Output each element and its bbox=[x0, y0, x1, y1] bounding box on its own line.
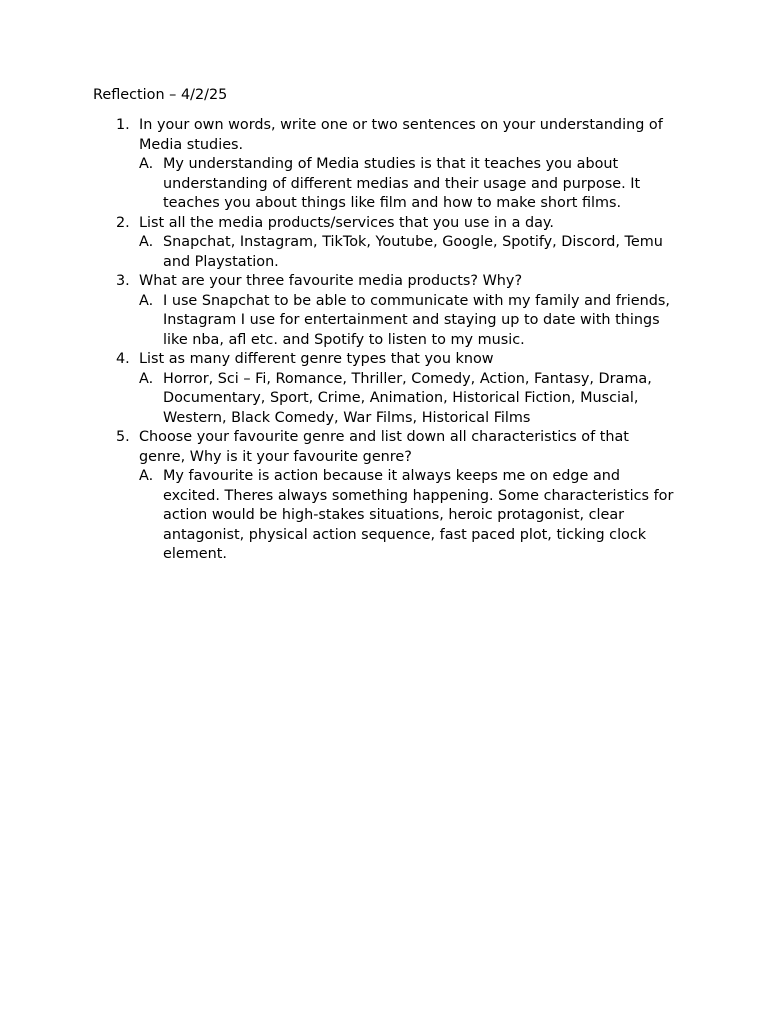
answer-label: A. bbox=[139, 156, 154, 172]
answer-label: A. bbox=[139, 292, 154, 309]
question-number: 4. bbox=[116, 351, 130, 367]
question-number: 3. bbox=[116, 273, 130, 289]
answer-item bbox=[139, 467, 676, 565]
answer-label: A. bbox=[139, 370, 154, 387]
question-item-2 bbox=[116, 214, 676, 273]
answer-item bbox=[139, 155, 676, 214]
question-number: 5. bbox=[116, 429, 130, 445]
question-text: List all the media products/services that you use in a day. bbox=[139, 214, 554, 231]
answer-label: A. bbox=[139, 468, 154, 484]
question-item-3 bbox=[116, 272, 676, 350]
question-number: 1. bbox=[116, 117, 130, 133]
document-title: Reflection – 4/2/25 bbox=[93, 87, 228, 103]
answer-text: I use Snapchat to be able to communicate with my family and friends, Instagram I use for entertainment and staying up to date with things like nba, afl etc. and Spotify to listen to my music. bbox=[163, 292, 670, 348]
answer-text: Horror, Sci – Fi, Romance, Thriller, Comedy, Action, Fantasy, Drama, Documentary, Sport, Crime, Animation, Historical Fiction, Muscial, Western, Black Comedy, War Films, Historical Films bbox=[163, 370, 652, 426]
question-text: List as many different genre types that you know bbox=[139, 351, 494, 367]
question-list bbox=[116, 116, 676, 565]
question-item-5 bbox=[116, 428, 676, 565]
answer-label: A. bbox=[139, 234, 154, 250]
question-text: What are your three favourite media products? Why? bbox=[139, 273, 523, 289]
answer-item bbox=[139, 292, 676, 351]
question-item-4 bbox=[116, 350, 676, 428]
answer-text: My favourite is action because it always keeps me on edge and excited. Theres always something happening. Some characteristics for action would be high-stakes situations, heroic protagonist, clear antagonist, physical action sequence, fast paced plot, ticking clock element. bbox=[163, 468, 674, 562]
question-item-1 bbox=[116, 116, 676, 214]
answer-item bbox=[139, 233, 676, 272]
answer-item bbox=[139, 370, 676, 429]
question-number: 2. bbox=[116, 214, 130, 231]
question-text: In your own words, write one or two sentences on your understanding of Media studies. bbox=[139, 117, 663, 153]
answer-text: My understanding of Media studies is that it teaches you about understanding of different medias and their usage and purpose. It teaches you about things like film and how to make short films. bbox=[163, 156, 641, 211]
question-text: Choose your favourite genre and list down all characteristics of that genre, Why is it your favourite genre? bbox=[139, 429, 629, 465]
answer-text: Snapchat, Instagram, TikTok, Youtube, Google, Spotify, Discord, Temu and Playstation. bbox=[163, 234, 663, 270]
